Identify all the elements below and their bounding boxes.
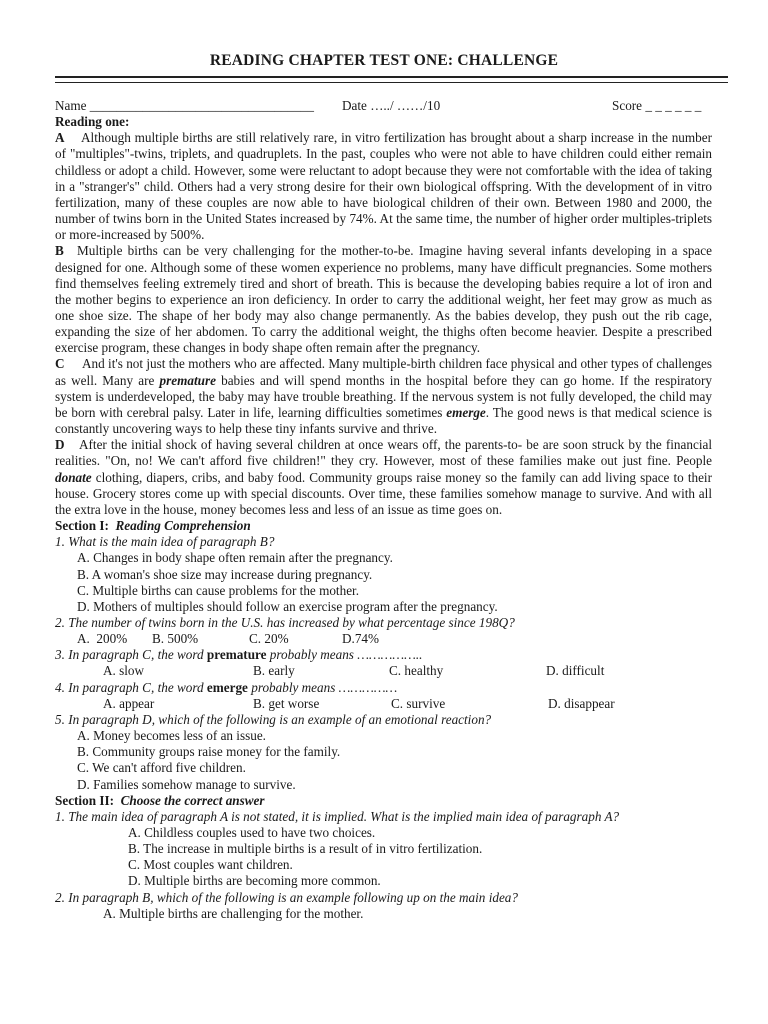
answer-option[interactable]: C. Most couples want children. xyxy=(128,857,293,873)
vocab-word: donate xyxy=(55,469,92,485)
paragraph-text: . The good news is that medical science is constantly uncovering ways to help these tiny infants survive and thrive. xyxy=(55,404,712,437)
paragraph-text: babies and will spend months in the hospital before they can go home. If the respiratory system is underdeveloped, the baby may have trouble breathing. If the nervous system is not fully developed, the child may be born with cerebral palsy. Later in life, learning difficulties sometimes xyxy=(55,372,712,420)
answer-option[interactable]: C. Multiple births can cause problems for the mother. xyxy=(77,582,360,598)
answer-option[interactable]: A. slow xyxy=(103,663,145,679)
question-1: 1. What is the main idea of paragraph B? xyxy=(55,534,275,550)
score-field[interactable]: Score _ _ _ _ _ _ xyxy=(612,98,702,113)
paragraph-letter: A xyxy=(55,130,65,146)
answer-option[interactable]: B. The increase in multiple births is a result of in vitro fertilization. xyxy=(128,841,483,857)
reading-heading: Reading one: xyxy=(55,114,130,130)
section-title: Reading Comprehension xyxy=(115,518,251,534)
question-text: probably means …………….. xyxy=(266,647,423,663)
paragraph-b xyxy=(55,243,712,356)
question-text: 3. In paragraph C, the word xyxy=(55,647,207,663)
date-field[interactable]: Date …../ ……/10 xyxy=(342,98,441,113)
answer-option[interactable]: D.74% xyxy=(342,631,379,647)
paragraph-letter: B xyxy=(55,243,64,259)
answer-option[interactable]: D. Mothers of multiples should follow an exercise program after the pregnancy. xyxy=(77,598,498,614)
answer-option[interactable]: C. We can't afford five children. xyxy=(77,760,246,776)
paragraph-text: Multiple births can be very challenging for the mother-to-be. Imagine having several infants developing in a space designed for one. Although some of these women experience no problems, many have difficult pregnancies. Some mothers find themselves feeling extremely tired and short of breath. This is because the developing babies require a lot of iron and the mother begins to experience an iron deficiency. In order to carry the additional weight, her feet may grow as much as one shoe size. The shape of her body may also change permanently. As the babies develop, they push out the rib cage, expanding the size of her abdomen. To carry the additional weight, the thighs often become heavier. Despite a prescribed exercise program, these changes in body shape often remain after the pregnancy. xyxy=(55,243,712,356)
paragraph-letter: D xyxy=(55,437,65,453)
section-label: Section I: xyxy=(55,518,109,534)
test-content xyxy=(55,98,712,922)
section-label: Section II: xyxy=(55,792,114,808)
section2-heading xyxy=(55,793,712,809)
answer-option[interactable]: A. 200% xyxy=(77,631,128,647)
vocab-word: emerge xyxy=(446,404,486,420)
answer-option[interactable]: C. survive xyxy=(391,695,446,711)
question-2: 2. In paragraph B, which of the following is an example following up on the main idea? xyxy=(55,889,518,905)
name-field[interactable]: Name __________________________________ xyxy=(55,98,314,113)
paragraph-d xyxy=(55,437,712,518)
paragraph-letter: C xyxy=(55,356,65,372)
paragraph-text: And it's not just the mothers who are affected. Many multiple-birth children face physical and other types of challenges as well. Many are xyxy=(55,356,712,388)
paragraph-text: clothing, diapers, cribs, and baby food. Community groups raise money so the family can add living space to their house. Grocery stores come up with special discounts. Over time, these families somehow manage to survive. And with all the extra love in the house, money becomes less and less of an issue as time goes on. xyxy=(55,469,712,517)
vocab-word: premature xyxy=(159,372,216,388)
question-text: probably means …………… xyxy=(247,679,398,695)
question-2: 2. The number of twins born in the U.S. has increased by what percentage since 198Q? xyxy=(55,614,515,630)
section-title: Choose the correct answer xyxy=(120,792,265,808)
answer-options-row xyxy=(55,696,712,712)
answer-option[interactable]: A. Money becomes less of an issue. xyxy=(77,728,266,744)
answer-option[interactable]: B. Community groups raise money for the family. xyxy=(77,744,341,760)
paragraph-text: After the initial shock of having several children at once wears off, the parents-to- be are soon struck by the financial realities. "On, no! We can't afford five children!" they cry. However, most of these families make out just fine. People xyxy=(55,437,712,469)
question-3 xyxy=(55,647,712,663)
vocab-word: emerge xyxy=(206,679,248,695)
answer-option[interactable]: D. disappear xyxy=(548,695,615,711)
answer-options-row xyxy=(55,663,712,679)
answer-option[interactable]: C. healthy xyxy=(389,663,444,679)
answer-option[interactable]: A. Multiple births are challenging for the mother. xyxy=(103,905,364,921)
section1-heading xyxy=(55,518,712,534)
page-title: READING CHAPTER TEST ONE: CHALLENGE xyxy=(209,52,559,69)
question-1: 1. The main idea of paragraph A is not stated, it is implied. What is the implied main idea of paragraph A? xyxy=(55,808,620,824)
answer-option[interactable]: A. appear xyxy=(103,695,155,711)
header-row xyxy=(55,98,712,114)
vocab-word: premature xyxy=(206,647,267,663)
question-4 xyxy=(55,680,712,696)
paragraph-text: Although multiple births are still relatively rare, in vitro fertilization has brought about a sharp increase in the number of "multiples"-twins, triplets, and quadruplets. In the past, couples who were not able to have children could either remain childless or adopt a child. However, some were reluctant to adopt because they were not comfortable with the idea of taking in a "stranger's" child. Others had a very strong desire for their own biological offspring. With the development of in vitro fertilization, many of these couples are now able to have biological children of their own. Between 1980 and 2000, the number of twins born in the United States increased by 74%. At the same time, the number of higher order multiples-triplets or more-increased by 500%. xyxy=(55,130,712,243)
answer-option[interactable]: B. 500% xyxy=(152,631,199,647)
question-text: 4. In paragraph C, the word xyxy=(55,679,207,695)
answer-options-row xyxy=(55,631,712,647)
question-5: 5. In paragraph D, which of the following is an example of an emotional reaction? xyxy=(55,711,492,727)
answer-option[interactable]: C. 20% xyxy=(249,631,289,647)
answer-option[interactable]: B. early xyxy=(253,663,295,679)
paragraph-a xyxy=(55,130,712,243)
answer-option[interactable]: B. get worse xyxy=(253,695,320,711)
title-rule-thick xyxy=(55,76,728,78)
answer-option[interactable]: D. Families somehow manage to survive. xyxy=(77,776,296,792)
answer-option[interactable]: B. A woman's shoe size may increase during pregnancy. xyxy=(77,566,373,582)
title-rule-thin xyxy=(55,82,728,83)
paragraph-c xyxy=(55,356,712,437)
answer-option[interactable]: D. difficult xyxy=(546,663,605,679)
answer-option[interactable]: A. Changes in body shape often remain after the pregnancy. xyxy=(77,550,393,566)
answer-option[interactable]: A. Childless couples used to have two choices. xyxy=(128,824,376,840)
answer-option[interactable]: D. Multiple births are becoming more common. xyxy=(128,873,381,889)
